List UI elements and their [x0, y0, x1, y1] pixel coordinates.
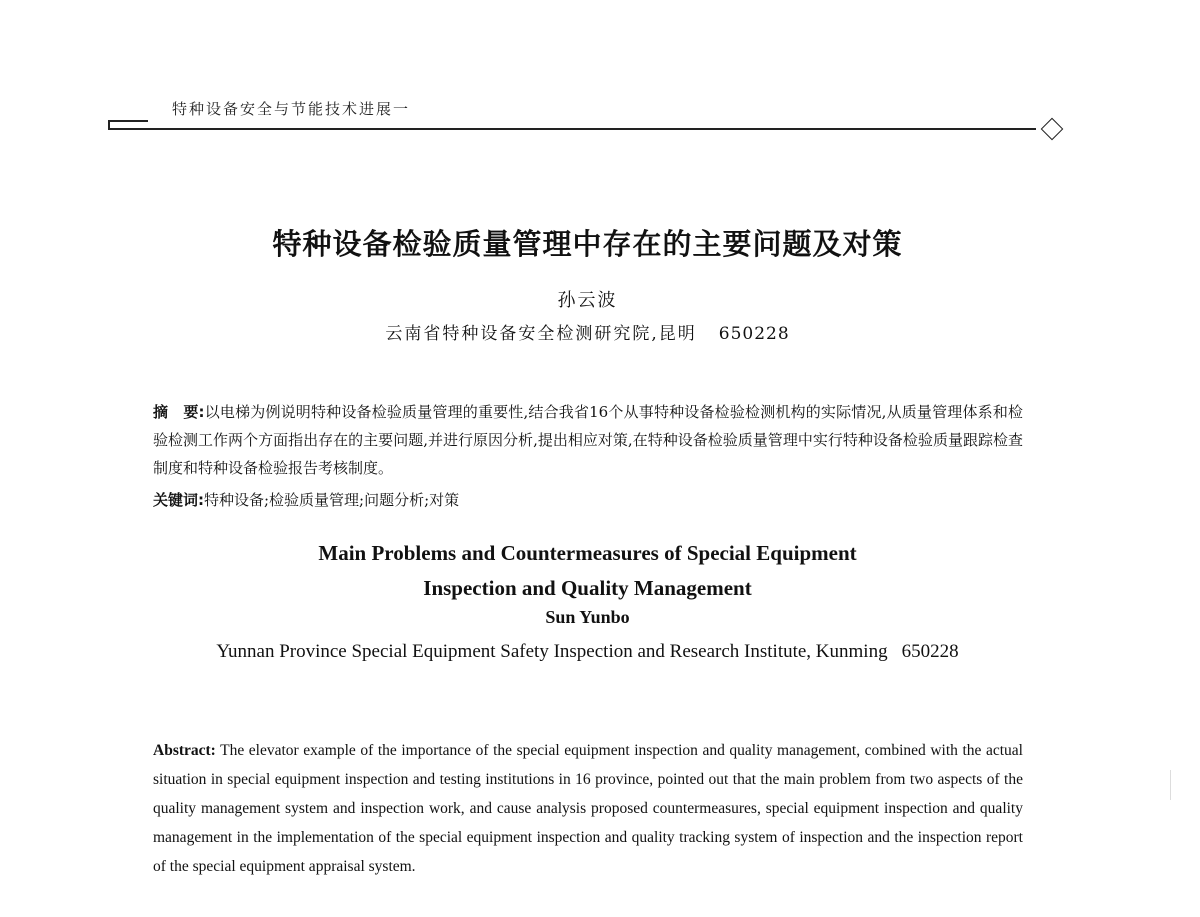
chinese-postcode: 650228: [718, 324, 790, 344]
english-affiliation-text: Yunnan Province Special Equipment Safety Inspection and Research Institute, Kunming: [216, 641, 888, 662]
english-abstract: [153, 736, 1023, 881]
english-author: Sun Yunbo: [545, 607, 630, 627]
chinese-keywords-label: 关键词:: [153, 491, 204, 509]
chinese-title: 特种设备检验质量管理中存在的主要问题及对策: [272, 227, 903, 261]
diamond-ornament-icon: [1041, 118, 1064, 141]
english-abstract-label: Abstract:: [153, 742, 216, 759]
chinese-abstract-label: 摘 要:: [153, 403, 205, 421]
english-affiliation: [0, 641, 1175, 663]
header-bracket-top: [108, 120, 148, 122]
chinese-abstract: [153, 398, 1023, 482]
english-title-line-1: Main Problems and Countermeasures of Special Equipment: [318, 541, 857, 565]
chinese-abstract-text: 以电梯为例说明特种设备检验质量管理的重要性,结合我省16个从事特种设备检验检测机构的实际情况,从质量管理体系和检验检测工作两个方面指出存在的主要问题,并进行原因分析,提出相应对策,在特种设备检验质量管理中实行特种设备检验质量跟踪检查制度和特种设备检验报告考核制度。: [153, 403, 1023, 477]
english-title: [0, 536, 1175, 606]
header-rule: [108, 128, 1036, 130]
running-header-text: 特种设备安全与节能技术进展一: [172, 100, 411, 118]
scan-edge-mark: [1170, 770, 1171, 800]
english-abstract-text: The elevator example of the importance of the special equipment inspection and quality management, combined with the actual situation in special equipment inspection and testing institutions in 16 province, pointed out that the main problem from two aspects of the quality management system and inspection work, and cause analysis proposed countermeasures, special equipment inspection and quality management in the implementation of the special equipment inspection and quality tracking system of inspection and the inspection report of the special equipment appraisal system.: [153, 742, 1023, 875]
english-postcode: 650228: [901, 641, 959, 662]
chinese-keywords-text: 特种设备;检验质量管理;问题分析;对策: [204, 491, 460, 509]
chinese-author: 孙云波: [557, 290, 618, 311]
chinese-affiliation-text: 云南省特种设备安全检测研究院,昆明: [385, 324, 697, 344]
chinese-keywords: [153, 486, 1023, 514]
english-title-line-2: Inspection and Quality Management: [423, 576, 752, 600]
chinese-affiliation: [0, 319, 1175, 344]
